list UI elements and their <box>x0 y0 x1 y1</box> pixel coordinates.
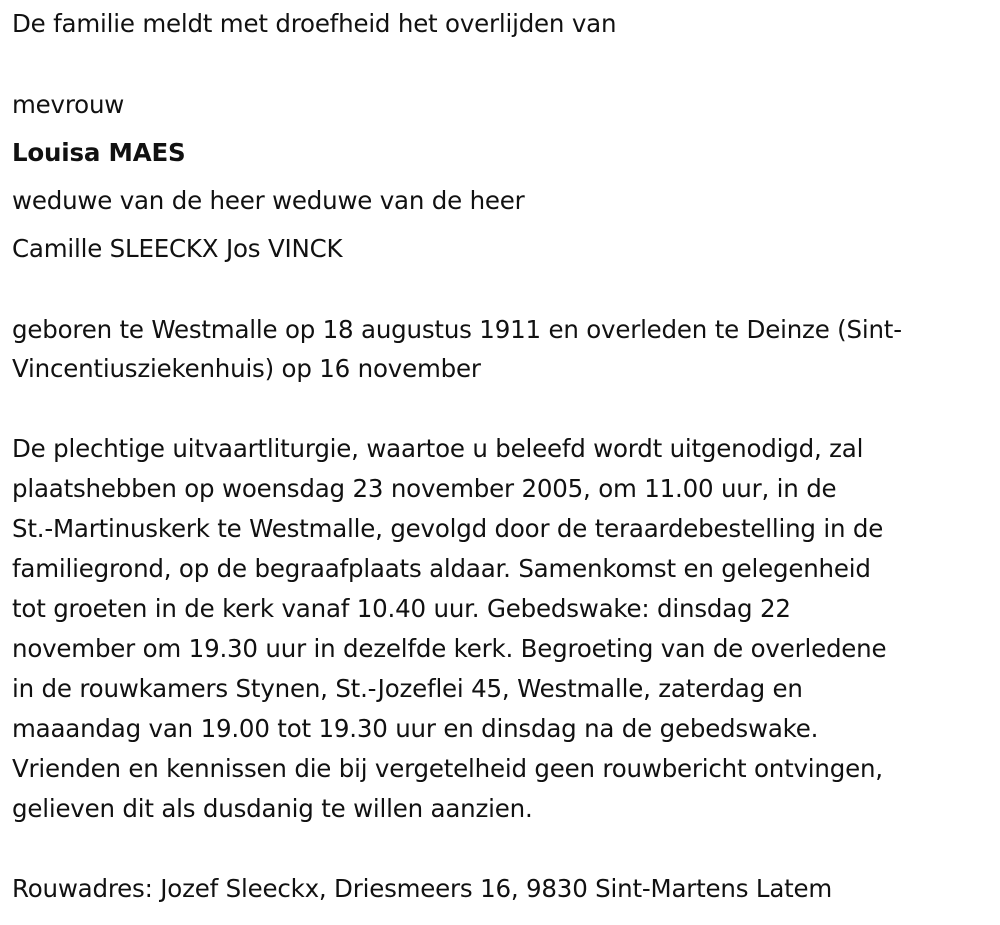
funeral-line-3: St.-Martinuskerk te Westmalle, gevolgd door de teraardebestelling in de <box>12 514 884 543</box>
funeral-line-5: tot groeten in de kerk vanaf 10.40 uur. Gebedswake: dinsdag 22 <box>12 594 791 623</box>
birth-death-line-2: Vincentiusziekenhuis) op 16 november <box>12 354 481 383</box>
husbands-names: Camille SLEECKX Jos VINCK <box>12 234 343 263</box>
mourning-address: Rouwadres: Jozef Sleeckx, Driesmeers 16, 9830 Sint-Martens Latem <box>12 874 833 903</box>
intro-text: De familie meldt met droefheid het overlijden van <box>12 9 617 38</box>
funeral-line-8: maaandag van 19.00 tot 19.30 uur en dinsdag na de gebedswake. <box>12 714 819 743</box>
funeral-line-10: gelieven dit als dusdanig te willen aanzien. <box>12 794 533 823</box>
funeral-line-9: Vrienden en kennissen die bij vergetelheid geen rouwbericht ontvingen, <box>12 754 883 783</box>
deceased-name: Louisa MAES <box>12 138 186 167</box>
title-text: mevrouw <box>12 90 125 119</box>
birth-death-line-1: geboren te Westmalle op 18 augustus 1911 en overleden te Deinze (Sint- <box>12 315 902 344</box>
funeral-line-1: De plechtige uitvaartliturgie, waartoe u beleefd wordt uitgenodigd, zal <box>12 434 864 463</box>
widow-line: weduwe van de heer weduwe van de heer <box>12 186 525 215</box>
funeral-line-4: familiegrond, op de begraafplaats aldaar. Samenkomst en gelegenheid <box>12 554 871 583</box>
funeral-line-2: plaatshebben op woensdag 23 november 2005, om 11.00 uur, in de <box>12 474 837 503</box>
funeral-line-6: november om 19.30 uur in dezelfde kerk. Begroeting van de overledene <box>12 634 887 663</box>
funeral-line-7: in de rouwkamers Stynen, St.-Jozeflei 45, Westmalle, zaterdag en <box>12 674 803 703</box>
